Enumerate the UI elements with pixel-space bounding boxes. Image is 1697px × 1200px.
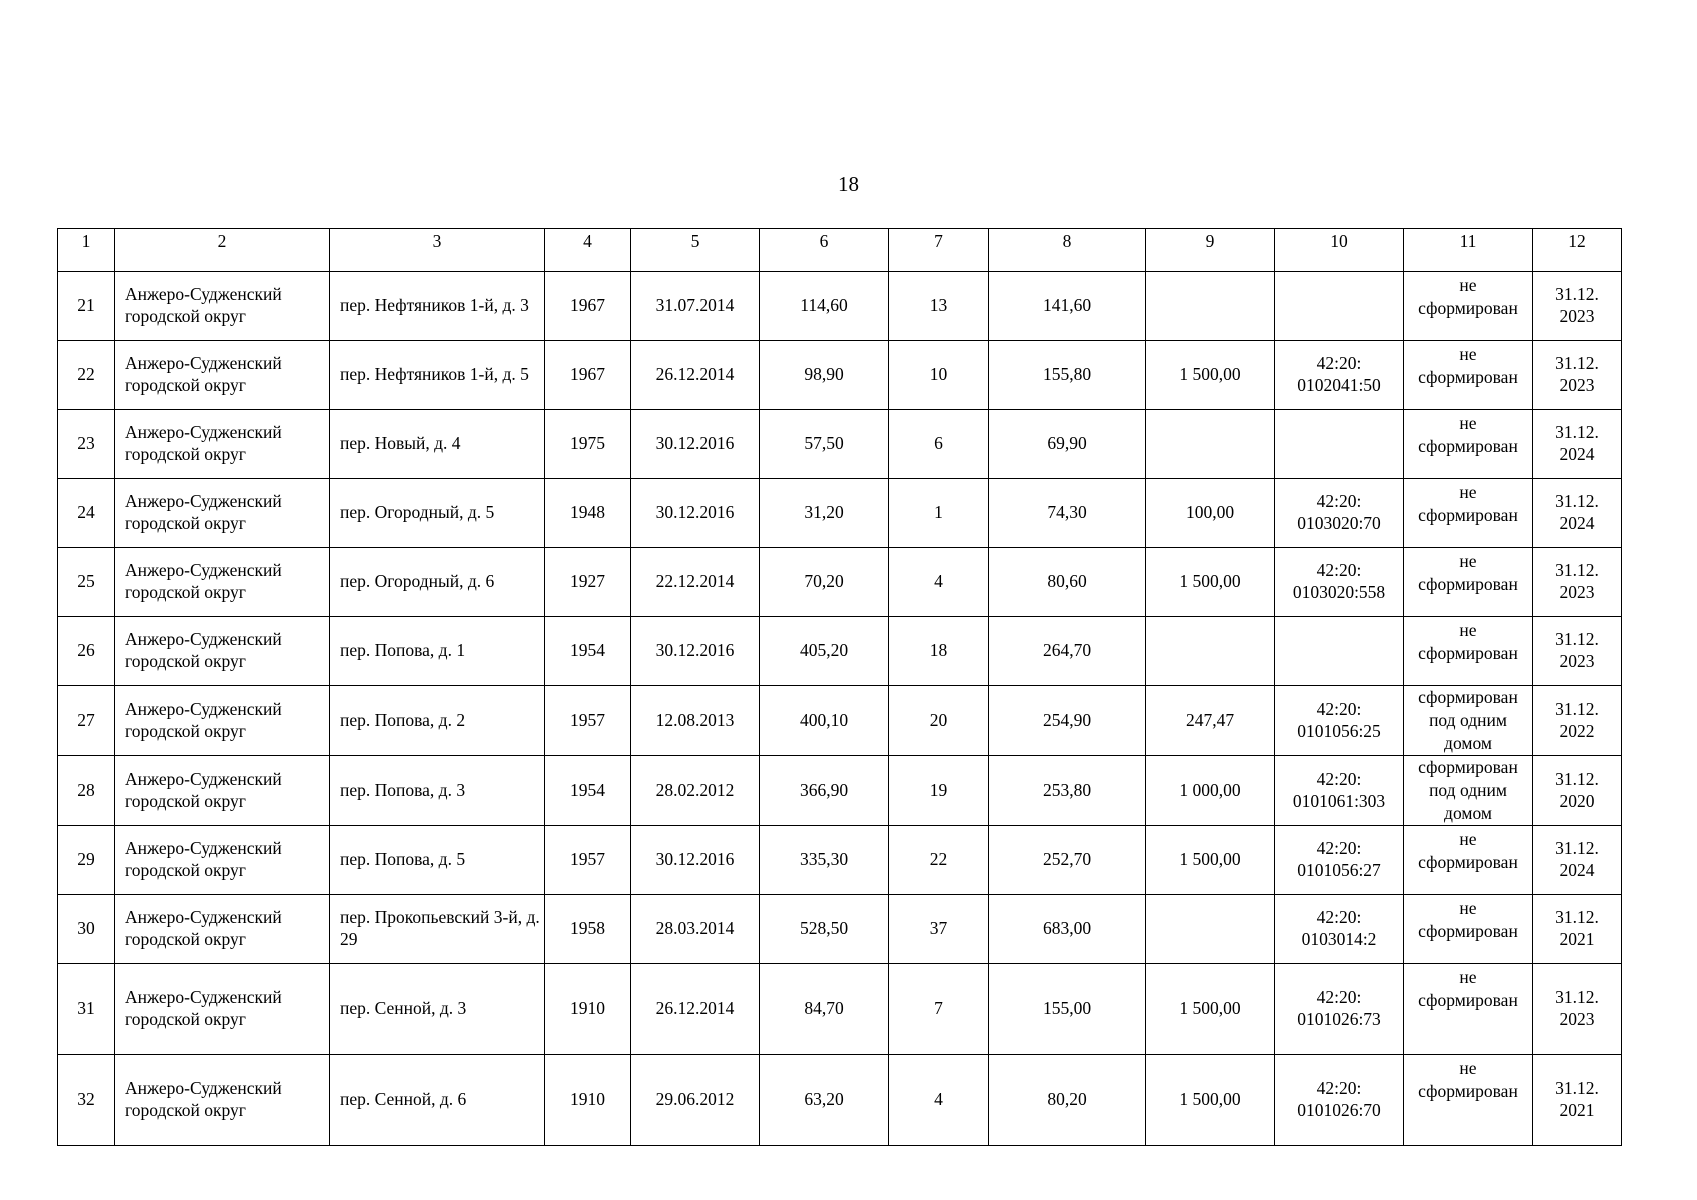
year-built-cell: 1957 [545, 826, 631, 895]
area-cell: 57,50 [760, 410, 889, 479]
deadline-cell: 31.12. 2023 [1533, 341, 1622, 410]
row-number-cell: 27 [58, 686, 115, 756]
cadastral-number-cell: 42:20: 0103014:2 [1275, 895, 1404, 964]
municipality-cell: Анжеро-Судженский городской округ [115, 895, 330, 964]
land-status-cell: не сформирован [1404, 826, 1533, 895]
date-cell: 31.07.2014 [631, 272, 760, 341]
address-cell: пер. Попова, д. 1 [330, 617, 545, 686]
table-row [58, 410, 1622, 479]
year-built-cell: 1975 [545, 410, 631, 479]
column-header: 11 [1404, 229, 1533, 272]
cadastral-number-cell [1275, 617, 1404, 686]
land-status-cell: не сформирован [1404, 410, 1533, 479]
total-area-cell: 683,00 [989, 895, 1146, 964]
table-body [58, 272, 1622, 1146]
area-cell: 528,50 [760, 895, 889, 964]
land-status-cell: не сформирован [1404, 1055, 1533, 1146]
residents-cell: 4 [889, 1055, 989, 1146]
total-area-cell: 264,70 [989, 617, 1146, 686]
column-header: 1 [58, 229, 115, 272]
row-number-cell: 23 [58, 410, 115, 479]
residents-cell: 4 [889, 548, 989, 617]
date-cell: 30.12.2016 [631, 617, 760, 686]
land-status-cell: не сформирован [1404, 341, 1533, 410]
cadastral-number-cell: 42:20: 0103020:70 [1275, 479, 1404, 548]
row-number-cell: 29 [58, 826, 115, 895]
year-built-cell: 1957 [545, 686, 631, 756]
area-cell: 31,20 [760, 479, 889, 548]
deadline-cell: 31.12. 2022 [1533, 686, 1622, 756]
row-number-cell: 26 [58, 617, 115, 686]
deadline-cell: 31.12. 2023 [1533, 964, 1622, 1055]
header-row [58, 229, 1622, 272]
total-area-cell: 155,80 [989, 341, 1146, 410]
land-status-cell: сформирован под одним домом [1404, 686, 1533, 756]
year-built-cell: 1967 [545, 272, 631, 341]
land-area-cell: 1 500,00 [1146, 341, 1275, 410]
municipality-cell: Анжеро-Судженский городской округ [115, 272, 330, 341]
column-header: 7 [889, 229, 989, 272]
municipality-cell: Анжеро-Судженский городской округ [115, 617, 330, 686]
date-cell: 30.12.2016 [631, 826, 760, 895]
table-row [58, 341, 1622, 410]
land-status-cell: не сформирован [1404, 548, 1533, 617]
land-status-cell: не сформирован [1404, 479, 1533, 548]
table-row [58, 617, 1622, 686]
year-built-cell: 1910 [545, 1055, 631, 1146]
date-cell: 28.03.2014 [631, 895, 760, 964]
total-area-cell: 155,00 [989, 964, 1146, 1055]
deadline-cell: 31.12. 2023 [1533, 548, 1622, 617]
column-header: 3 [330, 229, 545, 272]
land-area-cell: 1 000,00 [1146, 756, 1275, 826]
cadastral-number-cell: 42:20: 0101026:73 [1275, 964, 1404, 1055]
table-row [58, 686, 1622, 756]
row-number-cell: 24 [58, 479, 115, 548]
address-cell: пер. Попова, д. 5 [330, 826, 545, 895]
date-cell: 12.08.2013 [631, 686, 760, 756]
table-row [58, 756, 1622, 826]
table-row [58, 479, 1622, 548]
cadastral-number-cell: 42:20: 0101056:27 [1275, 826, 1404, 895]
row-number-cell: 30 [58, 895, 115, 964]
deadline-cell: 31.12. 2020 [1533, 756, 1622, 826]
deadline-cell: 31.12. 2021 [1533, 895, 1622, 964]
residents-cell: 20 [889, 686, 989, 756]
date-cell: 22.12.2014 [631, 548, 760, 617]
cadastral-number-cell [1275, 272, 1404, 341]
municipality-cell: Анжеро-Судженский городской округ [115, 964, 330, 1055]
column-header: 2 [115, 229, 330, 272]
address-cell: пер. Новый, д. 4 [330, 410, 545, 479]
date-cell: 29.06.2012 [631, 1055, 760, 1146]
date-cell: 30.12.2016 [631, 410, 760, 479]
land-status-cell: не сформирован [1404, 272, 1533, 341]
address-cell: пер. Сенной, д. 6 [330, 1055, 545, 1146]
municipality-cell: Анжеро-Судженский городской округ [115, 479, 330, 548]
address-cell: пер. Прокопьевский 3-й, д. 29 [330, 895, 545, 964]
column-header: 5 [631, 229, 760, 272]
table-row [58, 895, 1622, 964]
row-number-cell: 22 [58, 341, 115, 410]
deadline-cell: 31.12. 2024 [1533, 479, 1622, 548]
total-area-cell: 254,90 [989, 686, 1146, 756]
row-number-cell: 31 [58, 964, 115, 1055]
area-cell: 366,90 [760, 756, 889, 826]
housing-table [57, 228, 1622, 1146]
municipality-cell: Анжеро-Судженский городской округ [115, 341, 330, 410]
area-cell: 63,20 [760, 1055, 889, 1146]
municipality-cell: Анжеро-Судженский городской округ [115, 826, 330, 895]
land-area-cell: 247,47 [1146, 686, 1275, 756]
date-cell: 30.12.2016 [631, 479, 760, 548]
land-status-cell: сформирован под одним домом [1404, 756, 1533, 826]
land-status-cell: не сформирован [1404, 617, 1533, 686]
residents-cell: 22 [889, 826, 989, 895]
year-built-cell: 1958 [545, 895, 631, 964]
table-row [58, 826, 1622, 895]
date-cell: 26.12.2014 [631, 964, 760, 1055]
address-cell: пер. Огородный, д. 5 [330, 479, 545, 548]
land-status-cell: не сформирован [1404, 964, 1533, 1055]
address-cell: пер. Попова, д. 2 [330, 686, 545, 756]
table-row [58, 272, 1622, 341]
row-number-cell: 25 [58, 548, 115, 617]
housing-table-container [57, 228, 1622, 1146]
deadline-cell: 31.12. 2024 [1533, 410, 1622, 479]
address-cell: пер. Огородный, д. 6 [330, 548, 545, 617]
residents-cell: 13 [889, 272, 989, 341]
area-cell: 84,70 [760, 964, 889, 1055]
area-cell: 114,60 [760, 272, 889, 341]
cadastral-number-cell: 42:20: 0101061:303 [1275, 756, 1404, 826]
deadline-cell: 31.12. 2024 [1533, 826, 1622, 895]
cadastral-number-cell: 42:20: 0103020:558 [1275, 548, 1404, 617]
address-cell: пер. Сенной, д. 3 [330, 964, 545, 1055]
area-cell: 400,10 [760, 686, 889, 756]
residents-cell: 7 [889, 964, 989, 1055]
residents-cell: 6 [889, 410, 989, 479]
area-cell: 405,20 [760, 617, 889, 686]
total-area-cell: 80,60 [989, 548, 1146, 617]
address-cell: пер. Нефтяников 1-й, д. 5 [330, 341, 545, 410]
column-header: 10 [1275, 229, 1404, 272]
area-cell: 98,90 [760, 341, 889, 410]
cadastral-number-cell: 42:20: 0101026:70 [1275, 1055, 1404, 1146]
total-area-cell: 253,80 [989, 756, 1146, 826]
total-area-cell: 74,30 [989, 479, 1146, 548]
land-status-cell: не сформирован [1404, 895, 1533, 964]
land-area-cell: 1 500,00 [1146, 548, 1275, 617]
total-area-cell: 69,90 [989, 410, 1146, 479]
total-area-cell: 252,70 [989, 826, 1146, 895]
cadastral-number-cell: 42:20: 0102041:50 [1275, 341, 1404, 410]
municipality-cell: Анжеро-Судженский городской округ [115, 1055, 330, 1146]
year-built-cell: 1967 [545, 341, 631, 410]
residents-cell: 18 [889, 617, 989, 686]
municipality-cell: Анжеро-Судженский городской округ [115, 410, 330, 479]
residents-cell: 19 [889, 756, 989, 826]
deadline-cell: 31.12. 2023 [1533, 617, 1622, 686]
table-row [58, 1055, 1622, 1146]
area-cell: 335,30 [760, 826, 889, 895]
land-area-cell: 1 500,00 [1146, 826, 1275, 895]
table-row [58, 548, 1622, 617]
date-cell: 26.12.2014 [631, 341, 760, 410]
page-number: 18 [838, 172, 859, 196]
land-area-cell: 1 500,00 [1146, 1055, 1275, 1146]
total-area-cell: 141,60 [989, 272, 1146, 341]
date-cell: 28.02.2012 [631, 756, 760, 826]
table-row [58, 964, 1622, 1055]
land-area-cell [1146, 272, 1275, 341]
year-built-cell: 1948 [545, 479, 631, 548]
address-cell: пер. Нефтяников 1-й, д. 3 [330, 272, 545, 341]
address-cell: пер. Попова, д. 3 [330, 756, 545, 826]
column-header: 6 [760, 229, 889, 272]
total-area-cell: 80,20 [989, 1055, 1146, 1146]
municipality-cell: Анжеро-Судженский городской округ [115, 686, 330, 756]
year-built-cell: 1927 [545, 548, 631, 617]
residents-cell: 1 [889, 479, 989, 548]
land-area-cell: 1 500,00 [1146, 964, 1275, 1055]
municipality-cell: Анжеро-Судженский городской округ [115, 756, 330, 826]
land-area-cell [1146, 895, 1275, 964]
row-number-cell: 28 [58, 756, 115, 826]
column-header: 9 [1146, 229, 1275, 272]
area-cell: 70,20 [760, 548, 889, 617]
row-number-cell: 21 [58, 272, 115, 341]
deadline-cell: 31.12. 2023 [1533, 272, 1622, 341]
column-header: 4 [545, 229, 631, 272]
municipality-cell: Анжеро-Судженский городской округ [115, 548, 330, 617]
year-built-cell: 1954 [545, 617, 631, 686]
residents-cell: 37 [889, 895, 989, 964]
row-number-cell: 32 [58, 1055, 115, 1146]
land-area-cell [1146, 410, 1275, 479]
cadastral-number-cell [1275, 410, 1404, 479]
column-header: 12 [1533, 229, 1622, 272]
column-header: 8 [989, 229, 1146, 272]
year-built-cell: 1910 [545, 964, 631, 1055]
land-area-cell [1146, 617, 1275, 686]
deadline-cell: 31.12. 2021 [1533, 1055, 1622, 1146]
residents-cell: 10 [889, 341, 989, 410]
cadastral-number-cell: 42:20: 0101056:25 [1275, 686, 1404, 756]
land-area-cell: 100,00 [1146, 479, 1275, 548]
year-built-cell: 1954 [545, 756, 631, 826]
